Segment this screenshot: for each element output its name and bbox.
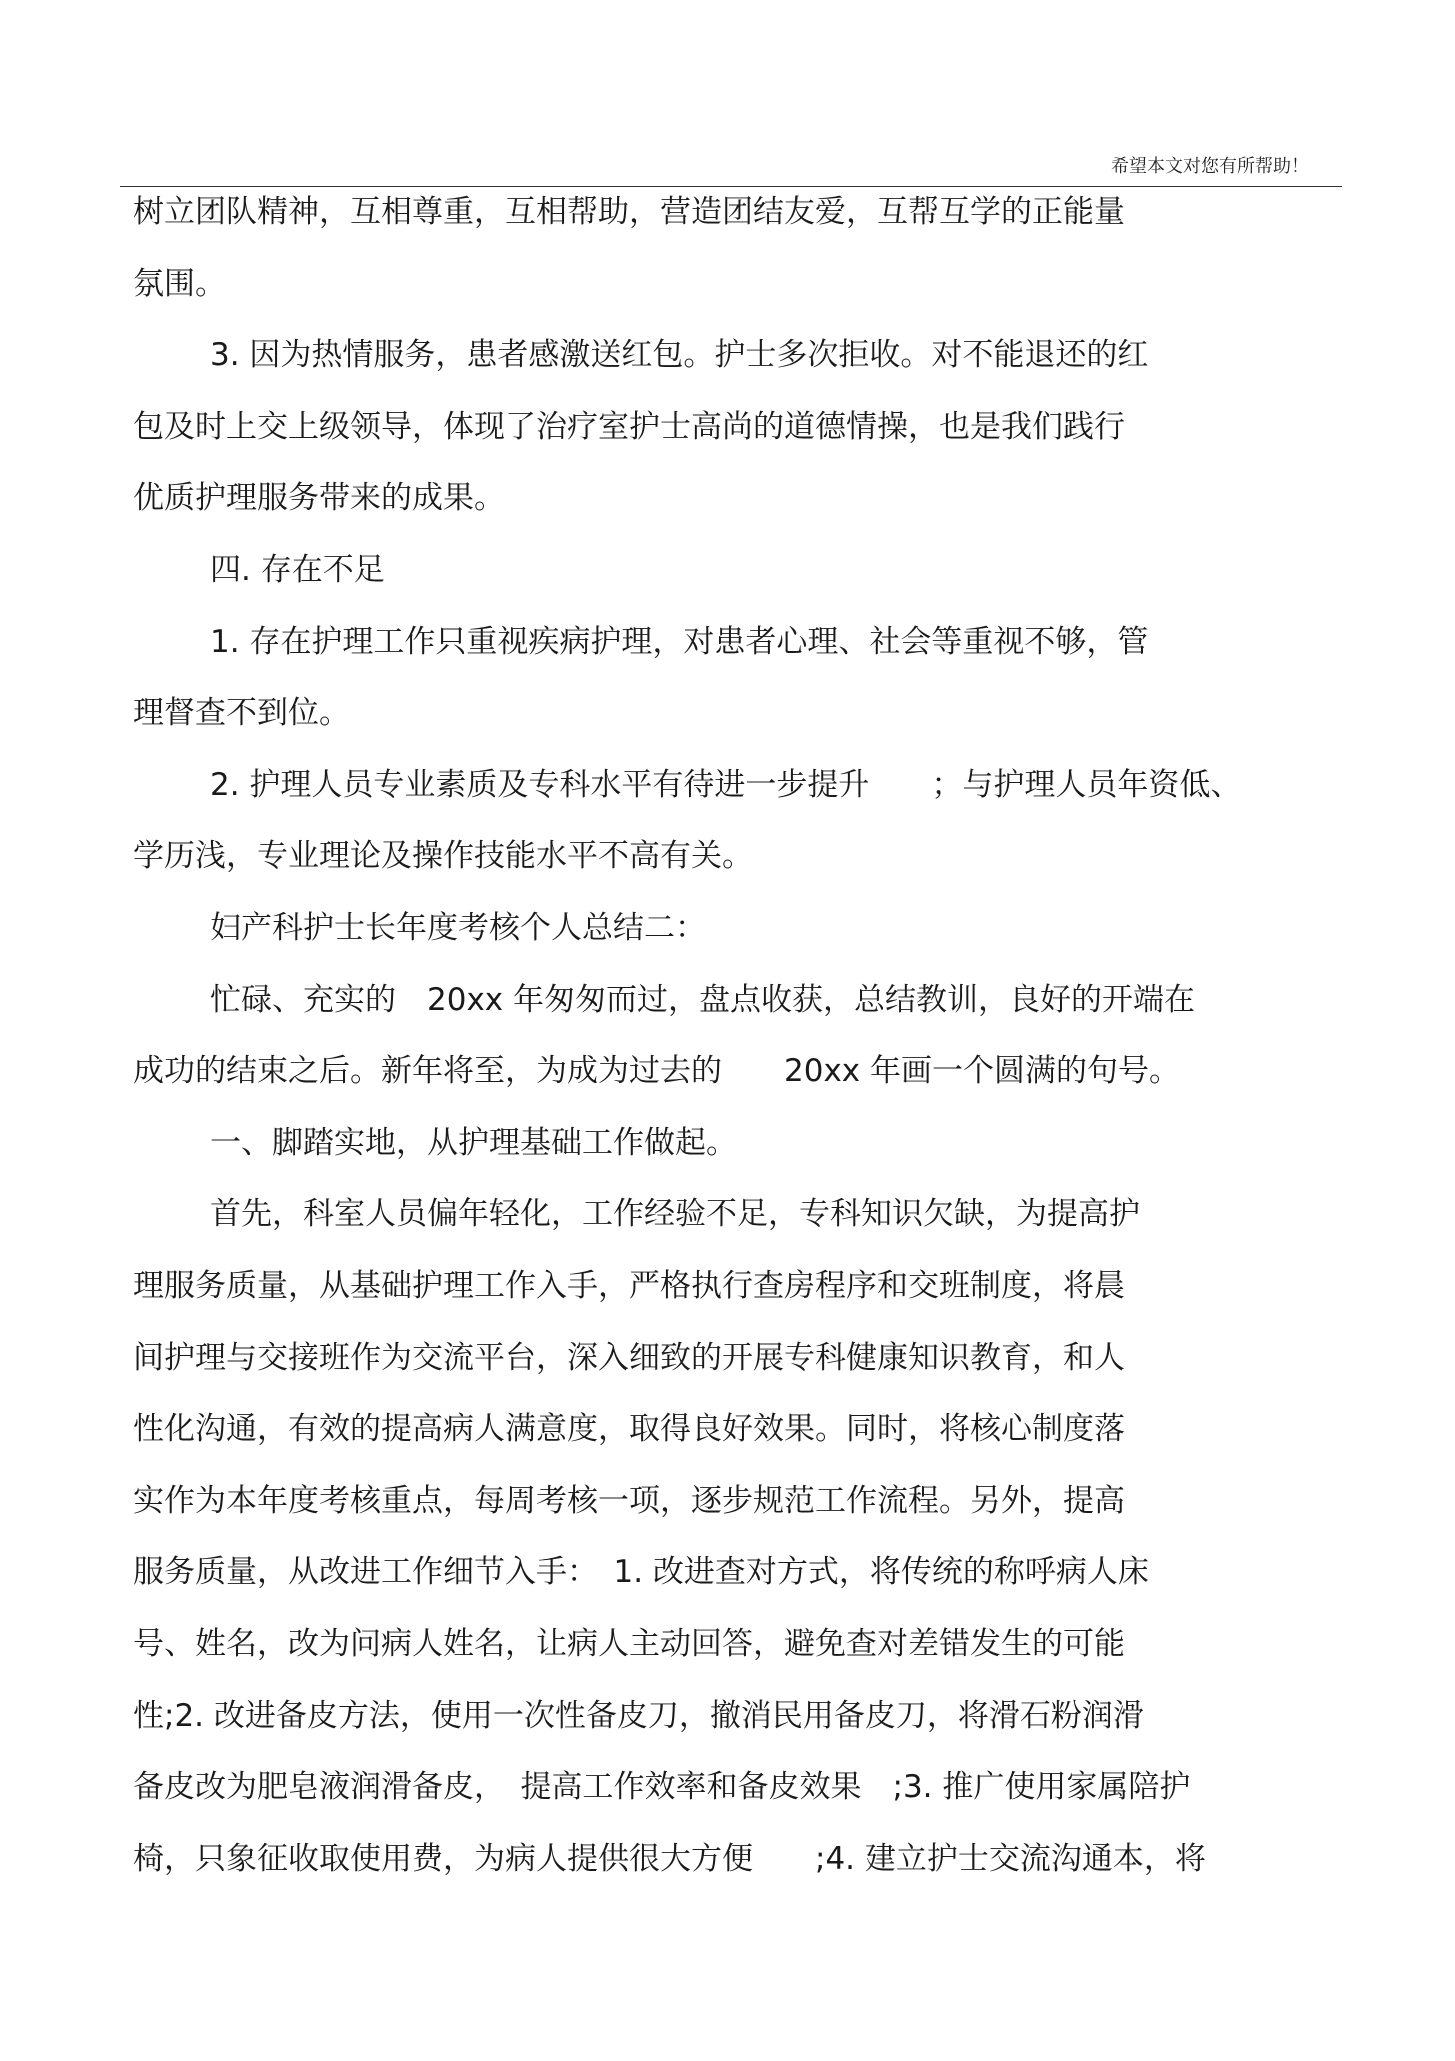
body-line: 实作为本年度考核重点，每周考核一项，逐步规范工作流程。另外，提高	[133, 1483, 1125, 1519]
section-heading: 妇产科护士长年度考核个人总结二：	[210, 910, 706, 946]
body-line: 理督查不到位。	[133, 695, 350, 731]
body-line: 氛围。	[133, 266, 226, 302]
body-line: 性化沟通，有效的提高病人满意度，取得良好效果。同时，将核心制度落	[133, 1411, 1125, 1447]
body-line: 椅，只象征收取使用费，为病人提供很大方便 ;4. 建立护士交流沟通本，将	[133, 1841, 1206, 1877]
body-line: 服务质量，从改进工作细节入手： 1. 改进查对方式，将传统的称呼病人床	[133, 1554, 1149, 1590]
body-line: 性;2. 改进备皮方法，使用一次性备皮刀，撤消民用备皮刀，将滑石粉润滑	[133, 1698, 1144, 1734]
body-line: 优质护理服务带来的成果。	[133, 480, 505, 516]
body-line: 备皮改为肥皂液润滑备皮， 提高工作效率和备皮效果 ;3. 推广使用家属陪护	[133, 1769, 1191, 1805]
body-line: 3. 因为热情服务，患者感激送红包。护士多次拒收。对不能退还的红	[210, 337, 1149, 373]
section-heading: 四. 存在不足	[210, 552, 385, 588]
body-line: 学历浅，专业理论及操作技能水平不高有关。	[133, 838, 753, 874]
body-line: 号、姓名，改为问病人姓名，让病人主动回答，避免查对差错发生的可能	[133, 1626, 1125, 1662]
body-line: 树立团队精神，互相尊重，互相帮助，营造团结友爱，互帮互学的正能量	[133, 194, 1125, 230]
section-heading: 一、脚踏实地，从护理基础工作做起。	[210, 1125, 737, 1161]
body-line: 忙碌、充实的 20xx 年匆匆而过，盘点收获，总结教训，良好的开端在	[210, 982, 1195, 1018]
header-note: 希望本文对您有所帮助！	[1111, 156, 1309, 177]
body-line: 1. 存在护理工作只重视疾病护理，对患者心理、社会等重视不够，管	[210, 624, 1149, 660]
body-line: 包及时上交上级领导，体现了治疗室护士高尚的道德情操，也是我们践行	[133, 409, 1125, 445]
body-line: 2. 护理人员专业素质及专科水平有待进一步提升 ；与护理人员年资低、	[210, 767, 1242, 803]
header-divider	[120, 186, 1342, 187]
body-line: 首先，科室人员偏年轻化，工作经验不足，专科知识欠缺，为提高护	[210, 1196, 1140, 1232]
body-line: 理服务质量，从基础护理工作入手，严格执行查房程序和交班制度，将晨	[133, 1268, 1125, 1304]
body-line: 成功的结束之后。新年将至，为成为过去的 20xx 年画一个圆满的句号。	[133, 1053, 1180, 1089]
body-line: 间护理与交接班作为交流平台，深入细致的开展专科健康知识教育，和人	[133, 1340, 1125, 1376]
